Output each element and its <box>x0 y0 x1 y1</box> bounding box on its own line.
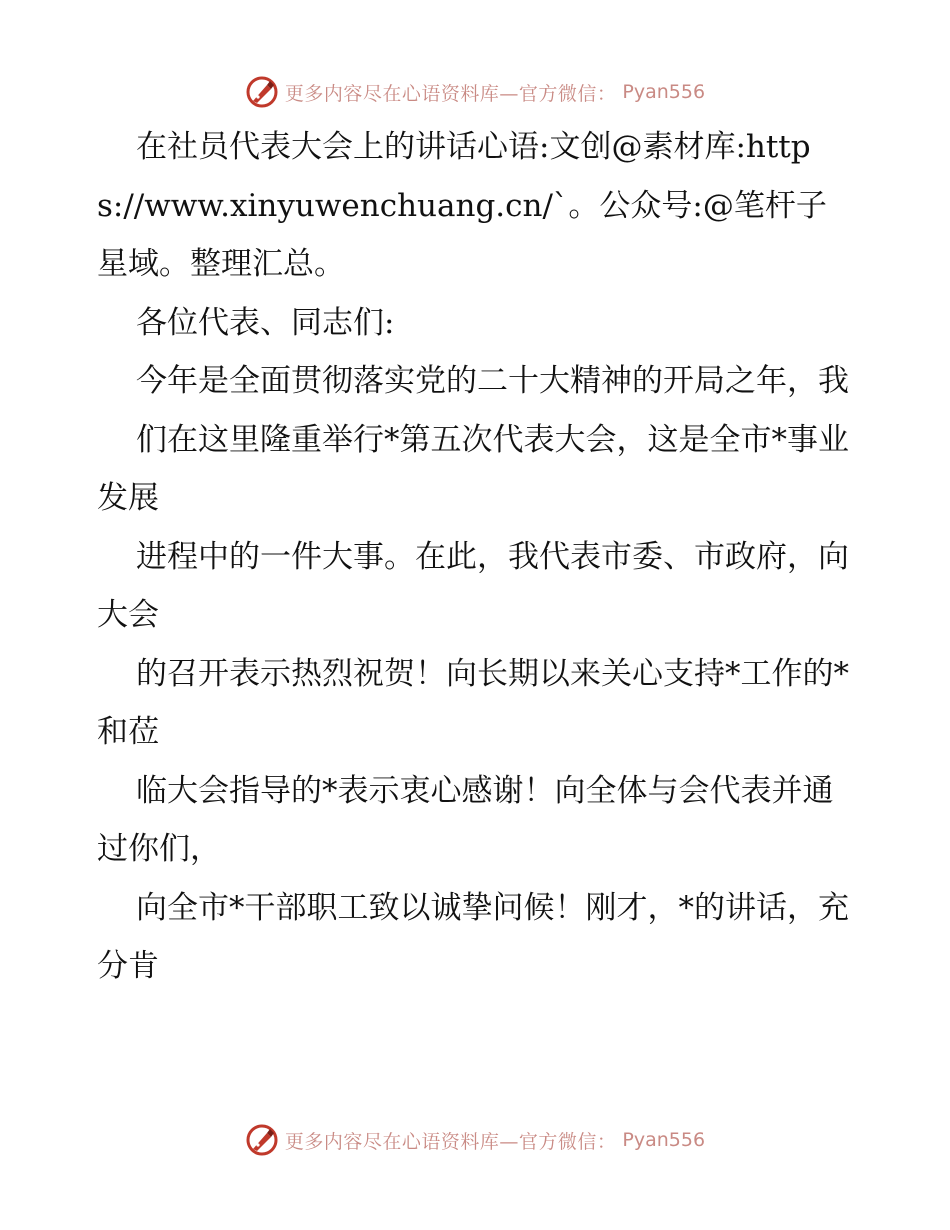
header-watermark-banner <box>0 70 950 114</box>
paragraph: 临大会指导的*表示衷心感谢！向全体与会代表并通过你们， <box>97 772 834 867</box>
paragraph: 进程中的一件大事。在此，我代表市委、市政府，向大会 <box>97 538 849 633</box>
paragraph: 在社员代表大会上的讲话心语:文创@素材库:https://www.xinyuwenchuang.cn/`。公众号:@笔杆子星域。整理汇总。 <box>97 129 827 282</box>
paragraph: 向全市*干部职工致以诚挚问候！刚才，*的讲话，充分肯 <box>97 889 849 984</box>
footer-banner-text: 更多内容尽在心语资料库—官方微信： <box>284 1130 617 1153</box>
document-body <box>97 118 857 996</box>
pen-logo-icon <box>245 1123 279 1157</box>
footer-watermark-banner <box>0 1118 950 1162</box>
footer-banner-handle: Pyan556 <box>622 1129 706 1151</box>
paragraph: 们在这里隆重举行*第五次代表大会，这是全市*事业发展 <box>97 421 849 516</box>
header-banner-text: 更多内容尽在心语资料库—官方微信： <box>284 82 617 105</box>
paragraph: 今年是全面贯彻落实党的二十大精神的开局之年，我 <box>136 363 849 399</box>
paragraph: 各位代表、同志们: <box>136 304 395 341</box>
paragraph: 的召开表示热烈祝贺！向长期以来关心支持*工作的*和莅 <box>97 655 849 750</box>
header-banner-handle: Pyan556 <box>622 81 706 103</box>
pen-logo-icon <box>245 75 279 109</box>
